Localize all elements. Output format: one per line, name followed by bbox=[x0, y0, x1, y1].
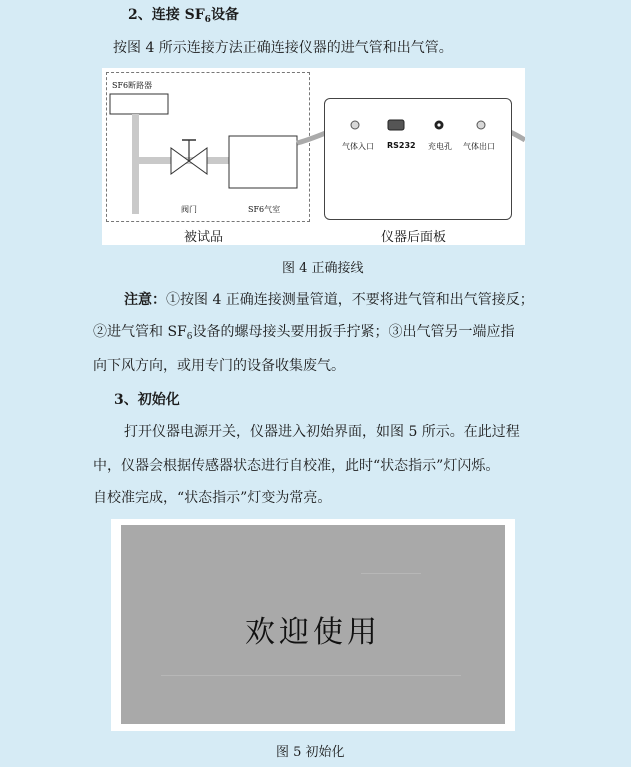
device-screen bbox=[121, 525, 505, 724]
breaker-label: SF6断路器 bbox=[112, 81, 153, 90]
note-line-2: ②进气管和 $SF_6$设备的螺母接头要用扳手拧紧；③出气管另一端应指 bbox=[93, 324, 515, 342]
chamber-label: SF6气室 bbox=[248, 205, 281, 214]
welcome-screen-text: 欢迎使用 bbox=[245, 615, 381, 650]
rear-panel-label: 仪器后面板 bbox=[381, 230, 447, 245]
section-3-para-line-3: 自校准完成，“状态指示”灯变为常亮。 bbox=[93, 490, 332, 506]
figure-5-caption: 图 5 初始化 bbox=[276, 745, 345, 760]
tested-item-label: 被试品 bbox=[184, 230, 224, 245]
inlet-port bbox=[351, 121, 359, 129]
note-line-1: 注意：①按图 4 正确连接测量管道，不要将进气管和出气管接反； bbox=[124, 292, 534, 308]
outlet-label: 气体出口 bbox=[463, 142, 495, 151]
figure-4-wiring-diagram bbox=[102, 68, 525, 245]
note-label: 注意： bbox=[124, 292, 166, 308]
figure-5-photo bbox=[111, 519, 515, 731]
note-line-3: 向下风方向，或用专门的设备收集废气。 bbox=[93, 358, 345, 374]
charge-label: 充电孔 bbox=[428, 142, 452, 151]
section-2-title: 2、连接 $SF_6$设备 bbox=[128, 7, 239, 25]
valve-label: 阀门 bbox=[181, 205, 197, 214]
rear-panel-ports bbox=[102, 68, 525, 245]
rs232-label: RS232 bbox=[387, 141, 416, 150]
figure-4-caption: 图 4 正确接线 bbox=[282, 261, 364, 276]
outlet-port bbox=[477, 121, 485, 129]
section-3-para-line-2: 中，仪器会根据传感器状态进行自校准，此时“状态指示”灯闪烁。 bbox=[93, 458, 500, 474]
section-3-title: 3、初始化 bbox=[114, 392, 180, 408]
rs232-port bbox=[388, 120, 404, 130]
section-3-para-line-1: 打开仪器电源开关，仪器进入初始界面，如图 5 所示。在此过程 bbox=[124, 424, 520, 440]
section-2-intro: 按图 4 所示连接方法正确连接仪器的进气管和出气管。 bbox=[113, 40, 453, 56]
inlet-label: 气体入口 bbox=[342, 142, 374, 151]
